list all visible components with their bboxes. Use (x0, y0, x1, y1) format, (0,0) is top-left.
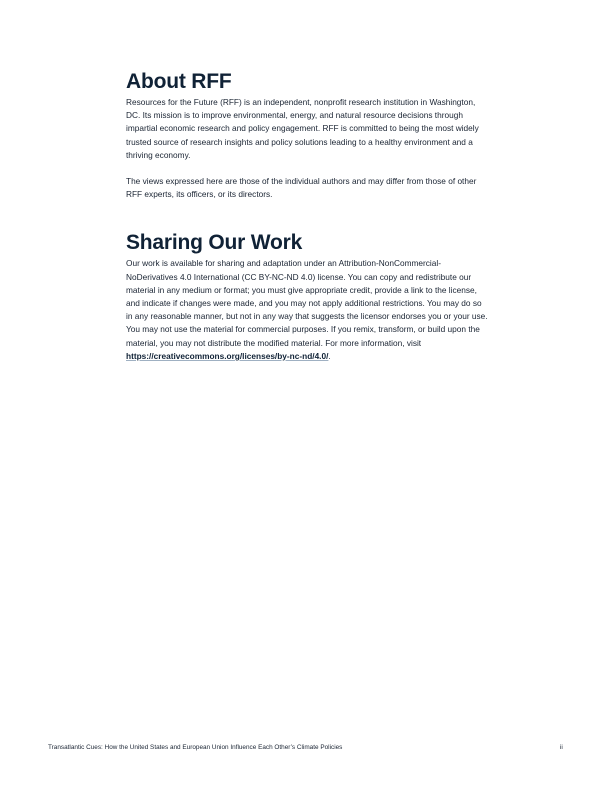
footer-report-title: Transatlantic Cues: How the United States and European Union Influence Each Other’s Climate Policies (48, 744, 343, 751)
about-paragraph-2: The views expressed here are those of the individual authors and may differ from those of other RFF experts, its officers, or its directors. (126, 176, 477, 200)
about-section (126, 68, 488, 201)
sharing-paragraph-text: Our work is available for sharing and adaptation under an Attribution-NonCommercial-NoDerivatives 4.0 International (CC BY-NC-ND 4.0) license. You can copy and redistribute our material in any medium or format; you must give appropriate credit, provide a link to the license, and indicate if changes were made, and you may not apply additional restrictions. You may do so in any reasonable manner, but not in any way that suggests the licensor endorses you or your use. You may not use the material for commercial purposes. If you remix, transform, or build upon the material, you may not distribute the modified material. For more information, visit (126, 258, 488, 348)
sharing-heading: Sharing Our Work (126, 231, 303, 255)
license-link[interactable]: https://creativecommons.org/licenses/by-nc-nd/4.0/ (126, 350, 329, 361)
about-paragraph-1: Resources for the Future (RFF) is an independent, nonprofit research institution in Washington, DC. Its mission is to improve environmental, energy, and natural resource decisions through impartial economic research and policy engagement. RFF is committed to being the most widely trusted source of research insights and policy solutions leading to a healthy environment and a thriving economy. (126, 97, 479, 160)
sharing-paragraph (126, 257, 488, 363)
main-content (126, 68, 488, 363)
page-number: ii (560, 744, 563, 751)
sharing-section (126, 229, 488, 363)
about-heading: About RFF (126, 70, 232, 93)
sharing-paragraph-end: . (328, 350, 331, 361)
